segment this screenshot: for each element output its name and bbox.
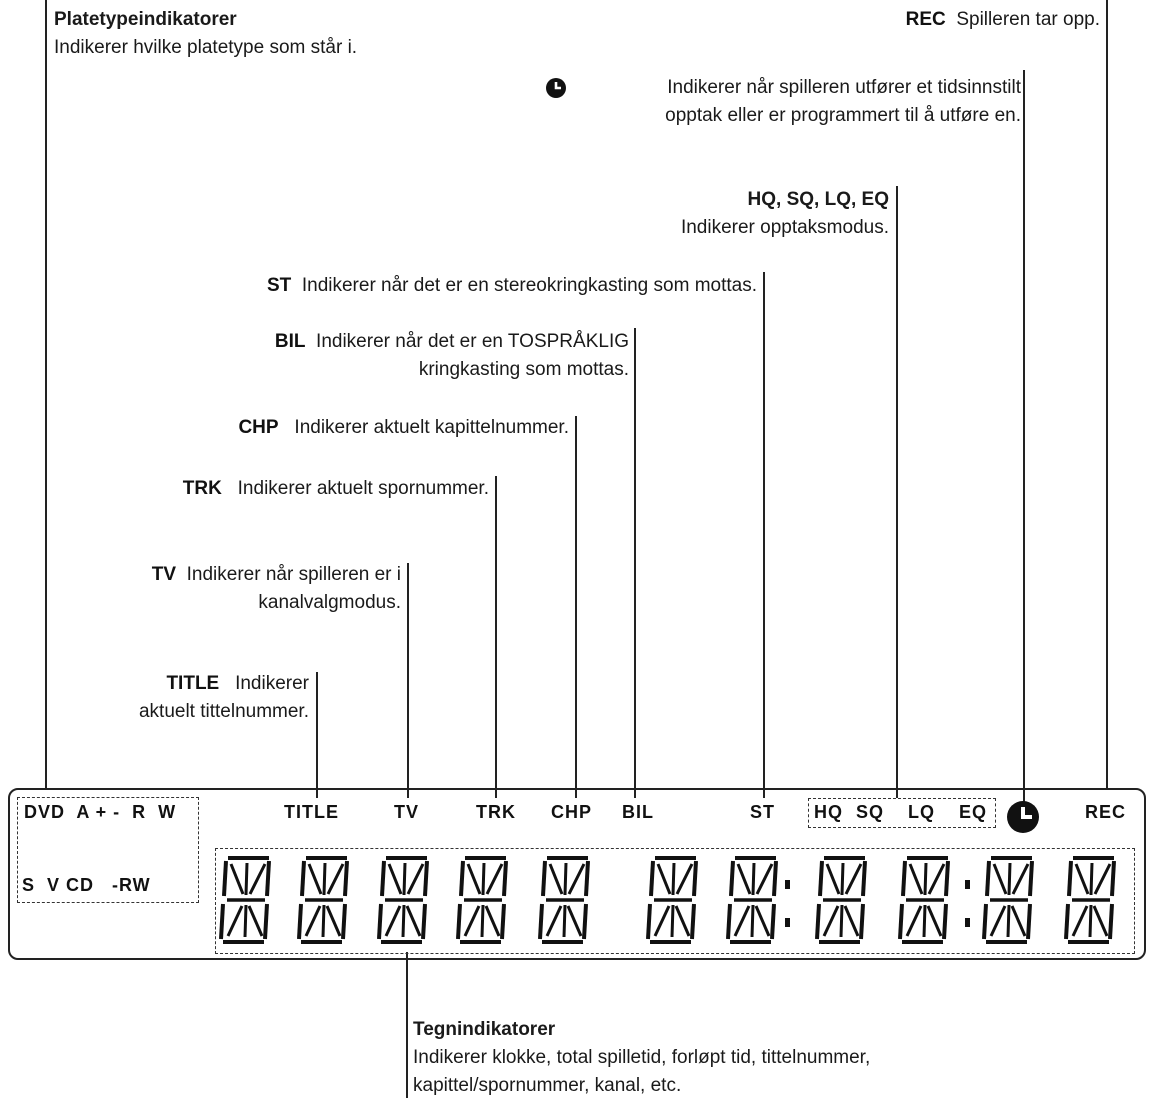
callout-disc-type-desc: Indikerer hvilke platetype som står i. xyxy=(54,37,358,58)
callout-st-label: ST xyxy=(267,275,292,296)
callout-chars-title: Tegnindikatorer xyxy=(413,1019,556,1040)
callout-mode-desc: Indikerer opptaksmodus. xyxy=(680,217,889,238)
colon-dot xyxy=(785,880,790,889)
callout-st-desc: Indikerer når det er en stereokringkasting som mottas. xyxy=(301,275,757,296)
callout-bil-label: BIL xyxy=(274,331,306,352)
panel-bil-indicator: BIL xyxy=(622,802,654,822)
colon-dot xyxy=(965,880,970,889)
callout-tv-line1: Indikerer når spilleren er i xyxy=(186,564,401,585)
callout-timer-line2: opptak eller er programmert til å utføre en. xyxy=(665,105,1021,126)
callout-trk-desc: Indikerer aktuelt spornummer. xyxy=(237,478,489,499)
panel-chp-indicator: CHP xyxy=(551,802,593,822)
panel-trk-indicator: TRK xyxy=(476,802,516,822)
panel-hq-indicator: HQ xyxy=(814,802,843,822)
callout-chars-line1: Indikerer klokke, total spilletid, forløpt tid, tittelnummer, xyxy=(413,1047,871,1068)
callout-timer-line1: Indikerer når spilleren utfører et tidsinnstilt xyxy=(667,77,1021,98)
callout-rec-label: REC xyxy=(905,9,946,30)
panel-sq-indicator: SQ xyxy=(856,802,885,822)
callout-disc-type-title: Platetypeindikatorer xyxy=(54,9,237,30)
panel-rec-indicator: REC xyxy=(1085,802,1127,822)
callout-title-line2: aktuelt tittelnummer. xyxy=(138,701,309,722)
colon-dot xyxy=(965,918,970,927)
callout-title-line1: Indikerer xyxy=(235,673,309,694)
panel-eq-indicator: EQ xyxy=(959,802,988,822)
panel-st-indicator: ST xyxy=(750,802,776,822)
callout-chp-desc: Indikerer aktuelt kapittelnummer. xyxy=(294,417,569,438)
callout-tv-label: TV xyxy=(151,564,177,585)
callout-mode-label: HQ, SQ, LQ, EQ xyxy=(747,189,889,210)
disc-row-2: S V CD -RW xyxy=(22,875,151,895)
callout-bil-line1: Indikerer når det er en TOSPRÅKLIG xyxy=(316,331,629,352)
colon-dot xyxy=(785,918,790,927)
panel-lq-indicator: LQ xyxy=(908,802,935,822)
callout-tv-line2: kanalvalgmodus. xyxy=(258,592,401,613)
panel-tv-indicator: TV xyxy=(394,802,420,822)
callout-trk-label: TRK xyxy=(182,478,222,499)
panel-title-indicator: TITLE xyxy=(284,802,339,822)
callout-chp-label: CHP xyxy=(238,417,279,438)
callout-rec-desc: Spilleren tar opp. xyxy=(956,9,1100,30)
callout-bil-line2: kringkasting som mottas. xyxy=(418,359,629,380)
callout-title-label: TITLE xyxy=(166,673,220,694)
disc-row-1: DVD A + - R W xyxy=(24,802,177,822)
callout-chars-line2: kapittel/spornummer, kanal, etc. xyxy=(413,1075,682,1096)
